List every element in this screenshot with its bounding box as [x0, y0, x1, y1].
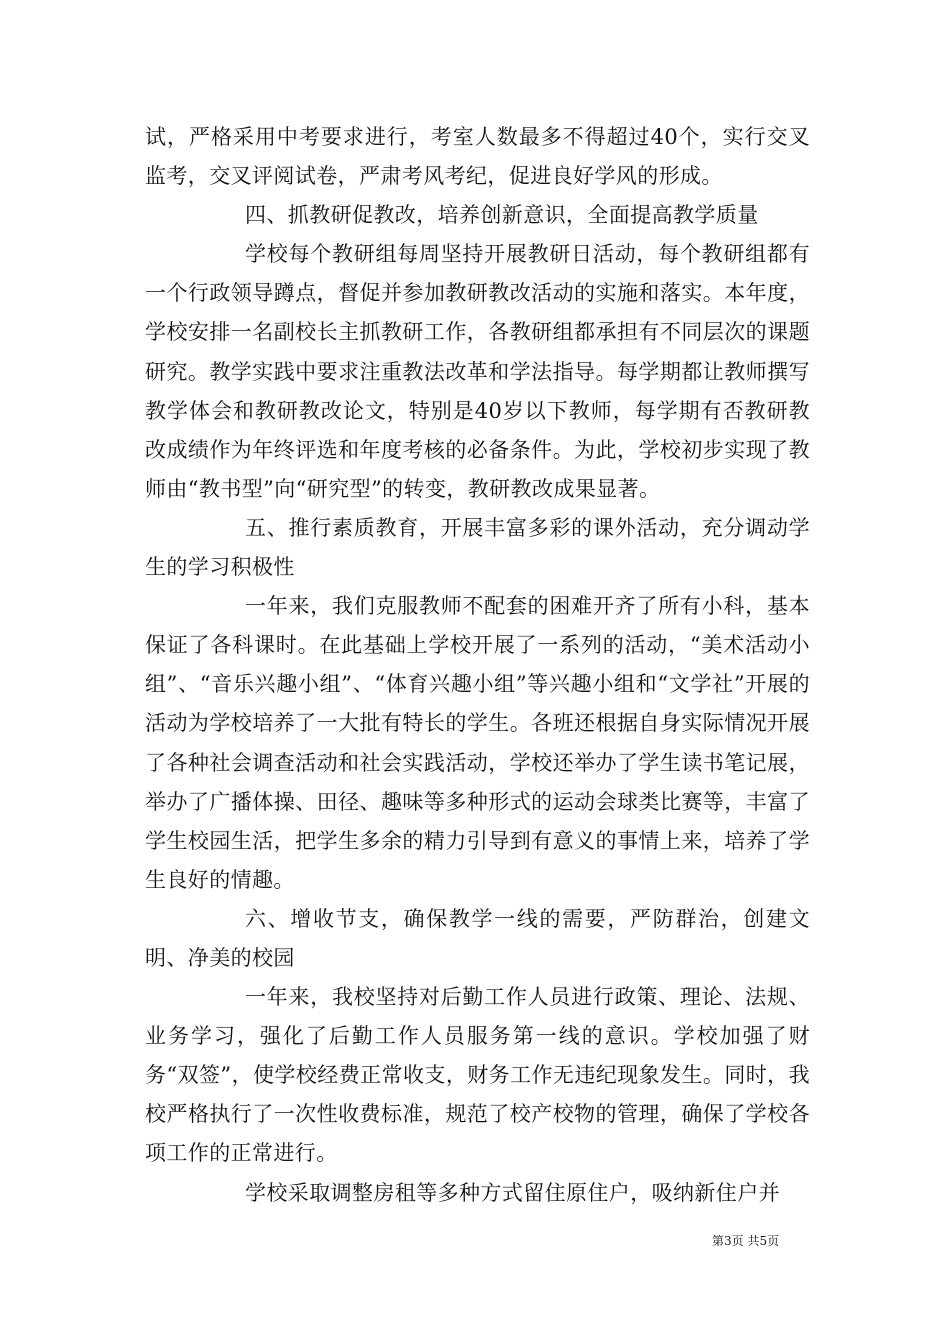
paragraph-extracurricular: 一年来，我们克服教师不配套的困难开齐了所有小科，基本保证了各科课时。在此基础上学校开展了一系列的活动，“美术活动小组”、“音乐兴趣小组”、“体育兴趣小组”等兴趣小组和“文学社”开展的活动为学校培养了一大批有特长的学生。各班还根据自身实际情况开展了各种社会调查活动和社会实践活动，学校还举办了学生读书笔记展，举办了广播体操、田径、趣味等多种形式的运动会球类比赛等，丰富了学生校园生活，把学生多余的精力引导到有意义的事情上来，培养了学生良好的情趣。	[145, 594, 810, 892]
section-heading-5: 五、推行素质教育，开展丰富多彩的课外活动，充分调动学生的学习积极性	[145, 515, 810, 580]
document-body	[145, 118, 810, 1213]
section-heading-6: 六、增收节支，确保教学一线的需要，严防群治，创建文明、净美的校园	[145, 906, 810, 970]
section-heading-4: 四、抓教研促教改，培养创新意识，全面提高教学质量	[245, 203, 759, 228]
paragraph-logistics: 一年来，我校坚持对后勤工作人员进行政策、理论、法规、业务学习，强化了后勤工作人员服务第一线的意识。学校加强了财务“双签”，使学校经费正常收支，财务工作无违纪现象发生。同时，我校严格执行了一次性收费标准，规范了校产校物的管理，确保了学校各项工作的正常进行。	[145, 985, 810, 1166]
page-number-footer: 第3页 共5页	[712, 1234, 780, 1248]
paragraph-teaching-research: 学校每个教研组每周坚持开展教研日活动，每个教研组都有一个行政领导蹲点，督促并参加教研教改活动的实施和落实。本年度，学校安排一名副校长主抓教研工作，各教研组都承担有不同层次的课题研究。教学实践中要求注重教法改革和学法指导。每学期都让教师撰写教学体会和教研教改论文，特别是40岁以下教师，每学期有否教研教改成绩作为年终评选和年度考核的必备条件。为此，学校初步实现了教师由“教书型”向“研究型”的转变，教研教改成果显著。	[145, 242, 810, 501]
paragraph-housing: 学校采取调整房租等多种方式留住原住户，吸纳新住户并	[245, 1180, 780, 1205]
paragraph-exam-continuation: 试，严格采用中考要求进行，考室人数最多不得超过40个，实行交叉监考，交叉评阅试卷，严肃考风考纪，促进良好学风的形成。	[145, 125, 810, 189]
